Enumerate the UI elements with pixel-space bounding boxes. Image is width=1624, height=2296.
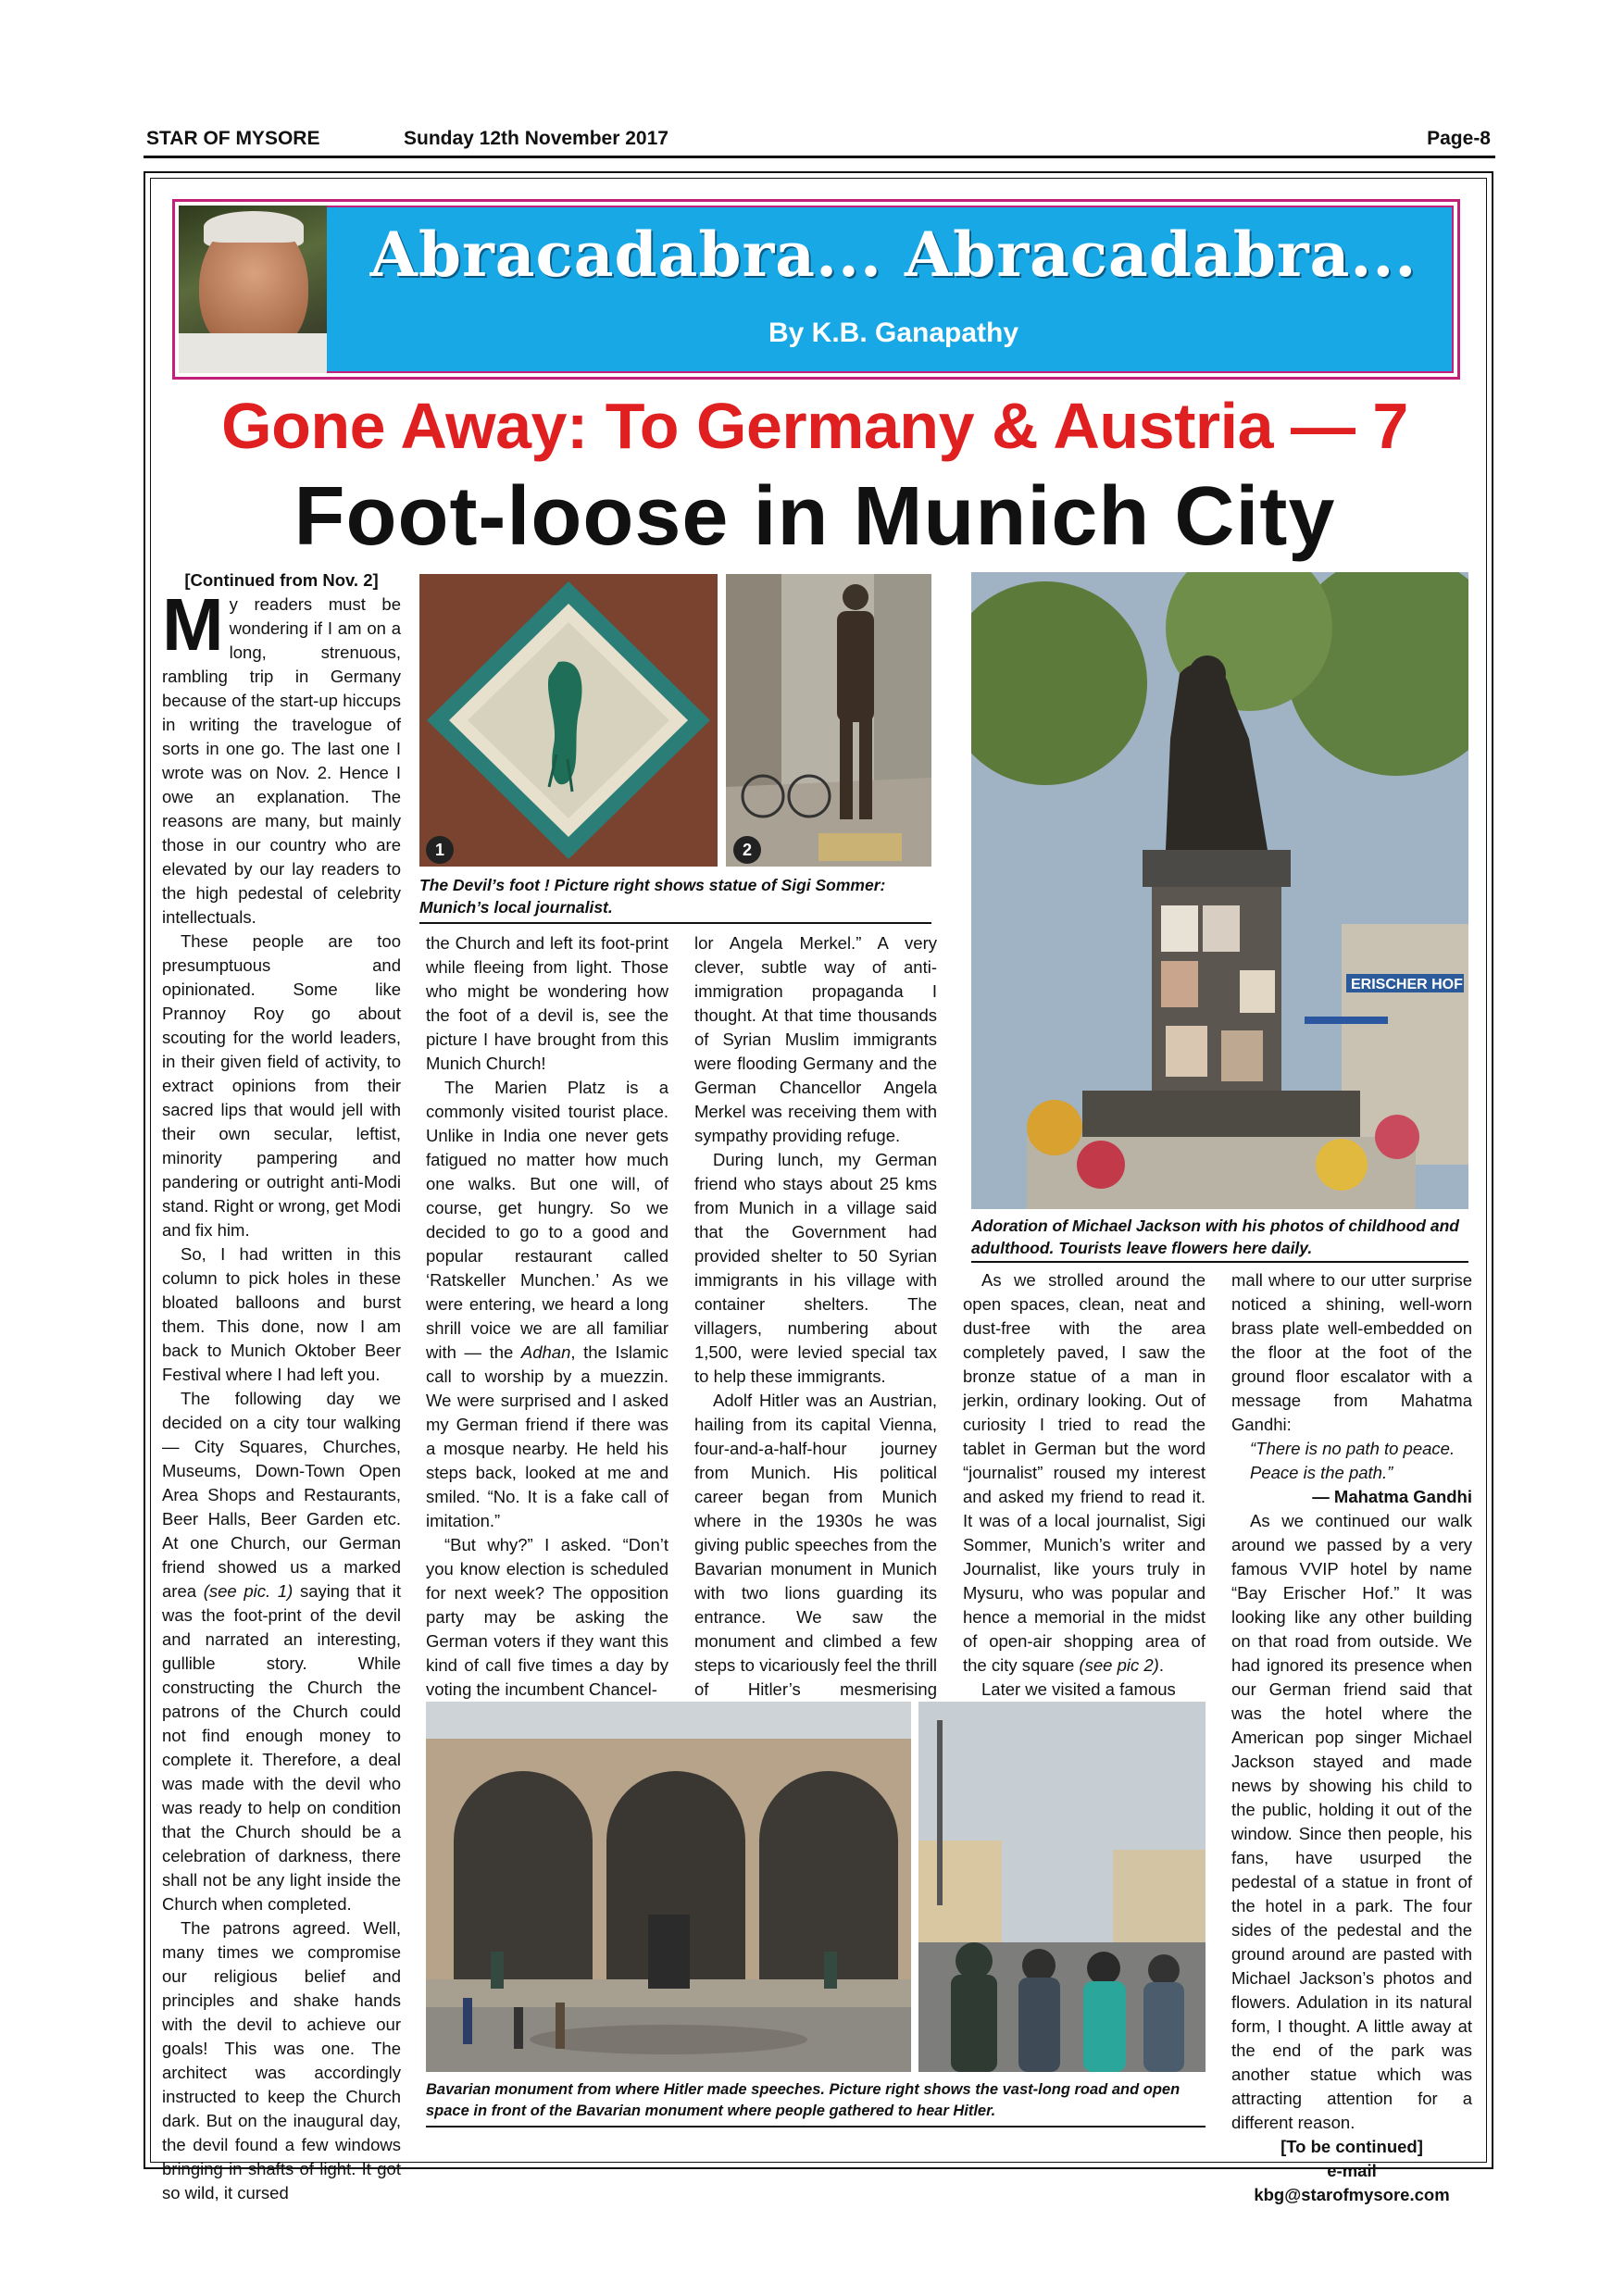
paragraph <box>426 1076 668 1533</box>
main-headline: Foot-loose in Munich City <box>294 470 1336 563</box>
paragraph: These people are too presumptuous and opinionated. Some like Prannoy Roy go about scouting for the world leaders, in their given field of activity, to extract opinions from their sacred lips that would jell with their own secular, leftist, minority pampering and pandering or outright anti-Modi stand. Right or wrong, get Modi and fix him. <box>162 931 401 1240</box>
drop-cap: M <box>162 583 224 666</box>
gandhi-quote-line-2: Peace is the path.” <box>1250 1463 1393 1482</box>
picture-reference: (see pic 2) <box>1079 1655 1159 1675</box>
caption-bottom-photos: Bavarian monument from where Hitler made speeches. Picture right shows the vast-long road and open space in front of the Bavarian monument where people gathered to hear Hitler. <box>426 2081 1181 2119</box>
author-email: kbg@starofmysore.com <box>1254 2185 1450 2204</box>
paragraph: lor Angela Merkel.” A very clever, subtle way of anti-immigration propaganda I thought. At that time thousands of Syrian Muslim immigrants were flooding Germany and the German Chancellor Angela Merkel was receiving them with sympathy providing refuge. <box>694 933 937 1145</box>
paragraph-text: The Marien Platz is a commonly visited tourist place. Unlike in India one never gets fatigued no matter how much one walks. But one will, of course, get hungry. So we decided to go to a good and popular restaurant called ‘Ratskeller Munchen.’ As we were entering, we heard a long shrill voice we are all familiar with — the <box>426 1078 668 1362</box>
paragraph-text: , the Islamic call to worship by a muezzin. We were surprised and I asked my German friend if there was a mosque nearby. He held his steps back, looked at me and smiled. “No. It is a fake call of imitation.” <box>426 1342 668 1530</box>
email-label: e-mail <box>1327 2161 1377 2180</box>
road-crowd-photo <box>918 1702 1206 2072</box>
paragraph: the Church and left its foot-print while fleeing from light. Those who might be wondering how the foot of a devil is, see the picture I have brought from this Munich Church! <box>426 933 668 1073</box>
paragraph: So, I had written in this column to pick holes in these bloated balloons and burst them. This done, now I am back to Munich Oktober Beer Festival where I had left you. <box>162 1244 401 1384</box>
kicker-headline: Gone Away: To Germany & Austria — 7 <box>221 390 1408 462</box>
article-column-5 <box>1231 1268 1472 2207</box>
page-number: Page-8 <box>1427 128 1491 149</box>
paragraph-text: y readers must be wondering if I am on a long, strenuous, rambling trip in Germany because of the start-up hiccups in writing the travelogue of sorts in one go. The last one I wrote was on Nov. 2. Hence I owe an explanation. The reasons are many, but mainly those in our country who are elevated by our lay readers to the high pedestal of celebrity intellectuals. <box>162 594 401 927</box>
paragraph-text: The following day we decided on a city tour walking — City Squares, Churches, Museums, Down-Town Open Area Shops and Restaurants, Beer Halls, Beer Garden etc. At one Church, our German friend showed us a marked area <box>162 1389 401 1601</box>
author-shirt <box>179 333 327 373</box>
gandhi-quote-line-1: “There is no path to peace. <box>1250 1439 1455 1458</box>
paragraph: Later we visited a famous <box>981 1679 1176 1699</box>
paragraph <box>963 1268 1206 1678</box>
byline: By K.B. Ganapathy <box>768 318 1019 348</box>
issue-date: Sunday 12th November 2017 <box>404 128 668 149</box>
paragraph-text: As we strolled around the open spaces, clean, neat and dust-free with the area completely paved, I saw the bronze statue of a man in jerkin, ordinary looking. Out of curiosity I tried to read the tablet in German but the word “journalist” roused my interest and asked my friend to read it. It was of a local journalist, Sigi Sommer, Munich’s writer and Journalist, like yours truly in Mysuru, who was popular and hence a memorial in the midst of open-air shopping area of the city square <box>963 1270 1206 1675</box>
michael-jackson-memorial-photo <box>971 572 1468 1209</box>
continued-note: [Continued from Nov. 2] <box>184 570 379 590</box>
column-title: Abracadabra... Abracadabra... <box>369 218 1418 291</box>
to-be-continued: [To be continued] <box>1280 2137 1423 2156</box>
paragraph <box>162 583 401 930</box>
photo-number-1: 1 <box>426 836 454 864</box>
author-hair-top <box>204 211 304 243</box>
caption-top-photos: The Devil’s foot ! Picture right shows statue of Sigi Sommer: Munich’s local journalist. <box>419 876 886 917</box>
caption-rule <box>419 922 931 924</box>
italic-term: Adhan <box>520 1342 571 1362</box>
paper-name: STAR OF MYSORE <box>146 128 320 149</box>
masthead <box>144 128 1491 156</box>
paragraph: During lunch, my German friend who stays about 25 kms from Munich in a village said that the Government had provided shelter to 50 Syrian immigrants in his village with container shelters. The villagers, numbering about 1,500, were levied special tax to help these immigrants. <box>694 1150 937 1386</box>
article-column-4 <box>963 1268 1206 1702</box>
caption-rule <box>971 1261 1468 1263</box>
masthead-rule <box>144 156 1495 158</box>
paragraph-text: saying that it was the foot-print of the devil and narrated an interesting, gullible story. While constructing the Church the patrons of the Church could not find enough money to complete it. Therefore, a deal was made with the devil who was ready to help on condition that the Church should be a celebration of darkness, there shall not be any light inside the Church when completed. <box>162 1581 401 1914</box>
paragraph: mall where to our utter surprise noticed a shining, well-worn brass plate well-embedded on the floor at the foot of the ground floor escalator with a message from Mahatma Gandhi: <box>1231 1270 1472 1434</box>
photo-number-2: 2 <box>733 836 761 864</box>
paragraph: Adolf Hitler was an Austrian, hailing from its capital Vienna, four-and-a-half-hour journey from Munich. His political career began from Munich where in the 1930s he was giving public speeches from the Bavarian monument in Munich with two lions guarding its entrance. We saw the monument and climbed a few steps to vicariously feel the thrill of Hitler’s mesmerising <box>694 1391 937 1699</box>
paragraph <box>162 1387 401 1916</box>
picture-reference: (see pic. 1) <box>203 1581 294 1601</box>
caption-rule <box>426 2126 1206 2128</box>
devil-foot-photo <box>419 574 718 867</box>
paragraph: “But why?” I asked. “Don’t you know election is scheduled for next week? The opposition party may be asking the German voters if they want this kind of call five times a day by voting the incumbent Chancel- <box>426 1535 668 1699</box>
article-column-1 <box>162 568 401 2205</box>
sigi-sommer-statue-photo <box>726 574 931 867</box>
article-column-3 <box>694 931 937 1726</box>
paragraph-text: . <box>1158 1655 1164 1675</box>
hotel-sign: ERISCHER HOF <box>1351 977 1463 992</box>
paragraph: As we continued our walk around we passed by a very famous VVIP hotel by name “Bay Erischer Hof.” It was looking like any other building on that road from outside. We had ignored its presence when our German friend said that was the hotel where the American pop singer Michael Jackson stayed and made news by showing his child to the public, holding it out of the window. Since then people, his fans, have usurped the pedestal of a statue in front of the hotel in a park. The four sides of the pedestal and the ground around are pasted with Michael Jackson’s photos and flowers. Adulation in its natural form, I thought. A little away at the end of the park was another statue which was attracting attention for a different reason. <box>1231 1511 1472 2132</box>
article-column-2 <box>426 931 668 1702</box>
caption-mj-photo: Adoration of Michael Jackson with his photos of childhood and adulthood. Tourists leave flowers here daily. <box>971 1217 1459 1257</box>
paragraph: The patrons agreed. Well, many times we compromise our religious belief and principles and shake hands with the devil to achieve our goals! This was one. The architect was accordingly instructed to keep the Church dark. But on the inaugural day, the devil found a few windows bringing in shafts of light. It got so wild, it cursed <box>162 1918 401 2202</box>
quote-attribution: — Mahatma Gandhi <box>1312 1487 1472 1506</box>
bavarian-monument-photo <box>426 1702 911 2072</box>
